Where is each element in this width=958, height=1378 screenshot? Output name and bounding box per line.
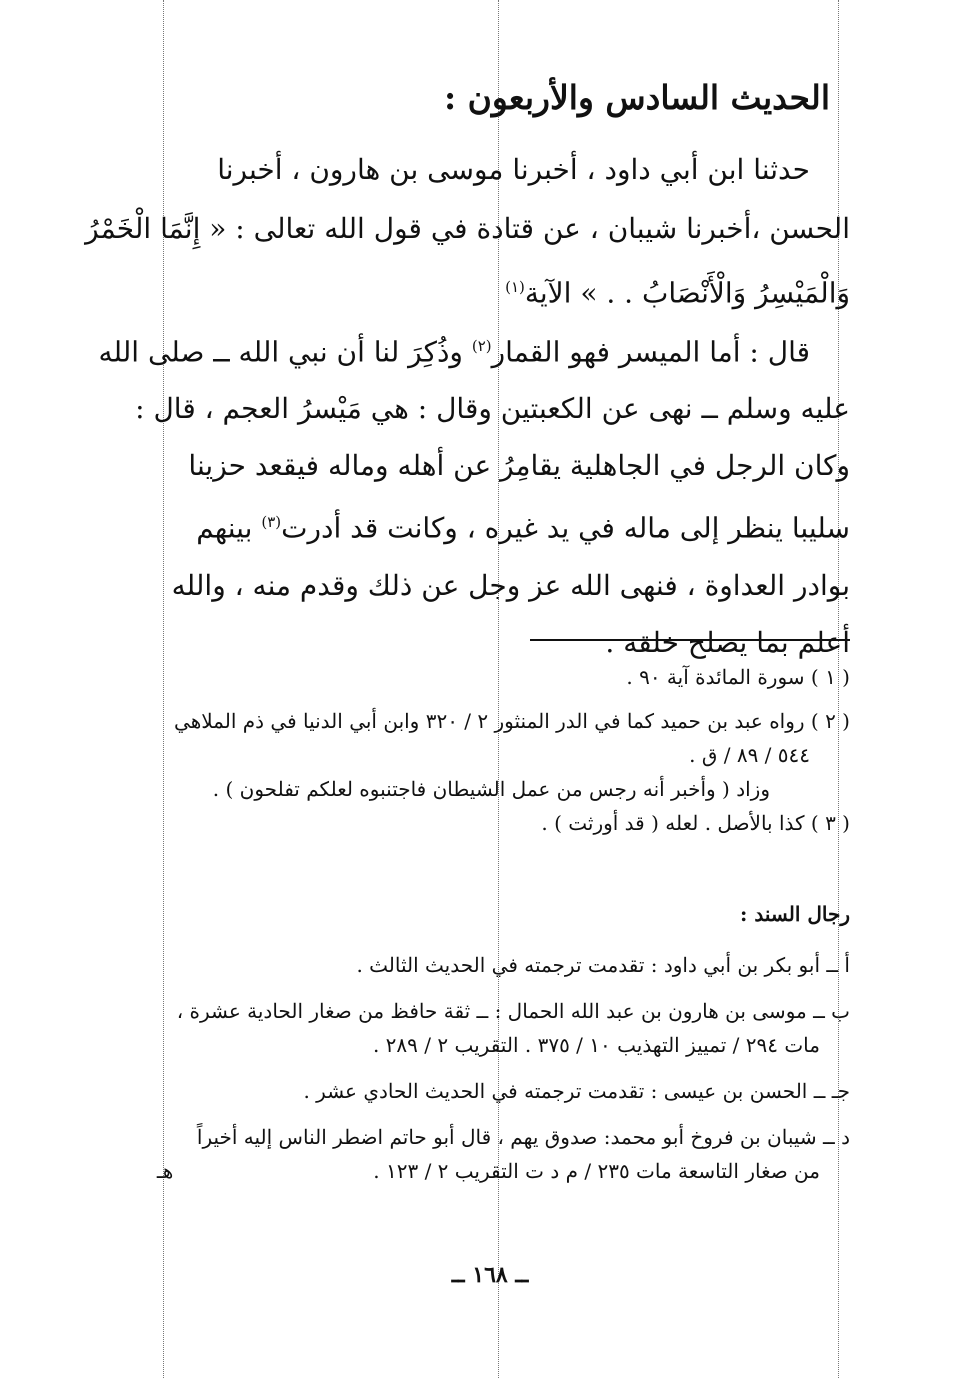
narrator-b: ب ــ موسى بن هارون بن عبد الله الحمال : ــ ثقة حافظ من صغار الحادية عشرة ، — [176, 999, 850, 1023]
commentary-line: وكان الرجل في الجاهلية يقامِرُ عن أهله وماله فيقعد حزينا — [188, 449, 850, 483]
page-number: ــ ١٦٨ ــ — [451, 1262, 529, 1288]
footnote-2-cont: ٥٤٤ / ٨٩ / ق . — [689, 743, 810, 767]
hadith-text — [85, 140, 850, 322]
hijri-mark: هـ — [156, 1159, 174, 1183]
narrator-b-cont: مات ٢٩٤ / تمييز التهذيب ١٠ / ٣٧٥ . التقريب ٢ / ٢٨٩ . — [372, 1033, 820, 1057]
commentary-line: بوادر العداوة ، فنهى الله عز وجل عن ذلك وقدم منه ، والله — [171, 568, 850, 602]
commentary-line: أعلم بما يصلح خلقه . — [605, 625, 850, 659]
sanad-heading: رجال السند : — [740, 902, 850, 926]
commentary-text — [98, 318, 850, 671]
narrator-j: جـ ــ الحسن بن عيسى : تقدمت ترجمته في الحديث الحادي عشر . — [303, 1079, 850, 1103]
footnote-ref: (٢) — [471, 337, 492, 355]
commentary-line: قال : أما الميسر فهو القمار$^{(٢)}$ وذُكِرَ لنا أن نبي الله ــ صلى الله — [98, 335, 810, 369]
hadith-title: الحديث السادس والأربعون : — [443, 78, 830, 117]
hadith-line: وَالْمَيْسِرُ وَالْأَنْصَابُ . . » الآية$^{(١)}$ — [505, 276, 850, 310]
narrator-d-cont: من صغار التاسعة مات ٢٣٥ / م د ت التقريب ٢ / ١٢٣ .هـ — [156, 1159, 820, 1183]
footnote-3: ( ٣ ) كذا بالأصل . لعله ( قد أورثت ) . — [541, 811, 850, 835]
footnote-2: ( ٢ ) رواه عبد بن حميد كما في الدر المنثور ٢ / ٣٢٠ وابن أبي الدنيا في ذم الملاهي — [174, 709, 850, 733]
sanad-narrators — [108, 948, 850, 1188]
footnote-ref: (١) — [505, 278, 525, 296]
narrator-a: أ ــ أبو بكر بن أبي داود : تقدمت ترجمته في الحديث الثالث . — [356, 953, 850, 977]
footnote-2-addition: وزاد ( وأخبر أنه رجس من عمل الشيطان فاجتنبوه لعلكم تفلحون ) . — [212, 777, 770, 801]
commentary-line: عليه وسلم ــ نهى عن الكعبتين وقال : هي مَيْسرُ العجم ، قال : — [135, 392, 850, 426]
commentary-line: سليبا ينظر إلى ماله في يد غيره ، وكانت قد أدرت$^{(٣)}$ بينهم — [196, 511, 850, 545]
footnotes — [108, 660, 850, 840]
footnote-ref: (٣) — [261, 513, 282, 532]
hadith-line: الحسن ،أخبرنا شيبان ، عن قتادة في قول الله تعالى : « إِنَّمَا الْخَمْرُ — [85, 212, 850, 245]
footnote-divider — [530, 639, 850, 641]
footnote-1: ( ١ ) سورة المائدة آية ٩٠ . — [626, 665, 850, 689]
hadith-line: حدثنا ابن أبي داود ، أخبرنا موسى بن هارون ، أخبرنا — [217, 153, 810, 186]
narrator-d: د ــ شيبان بن فروخ أبو محمد: صدوق يهم ، قال أبو حاتم اضطر الناس إليه أخيراً — [196, 1125, 850, 1149]
